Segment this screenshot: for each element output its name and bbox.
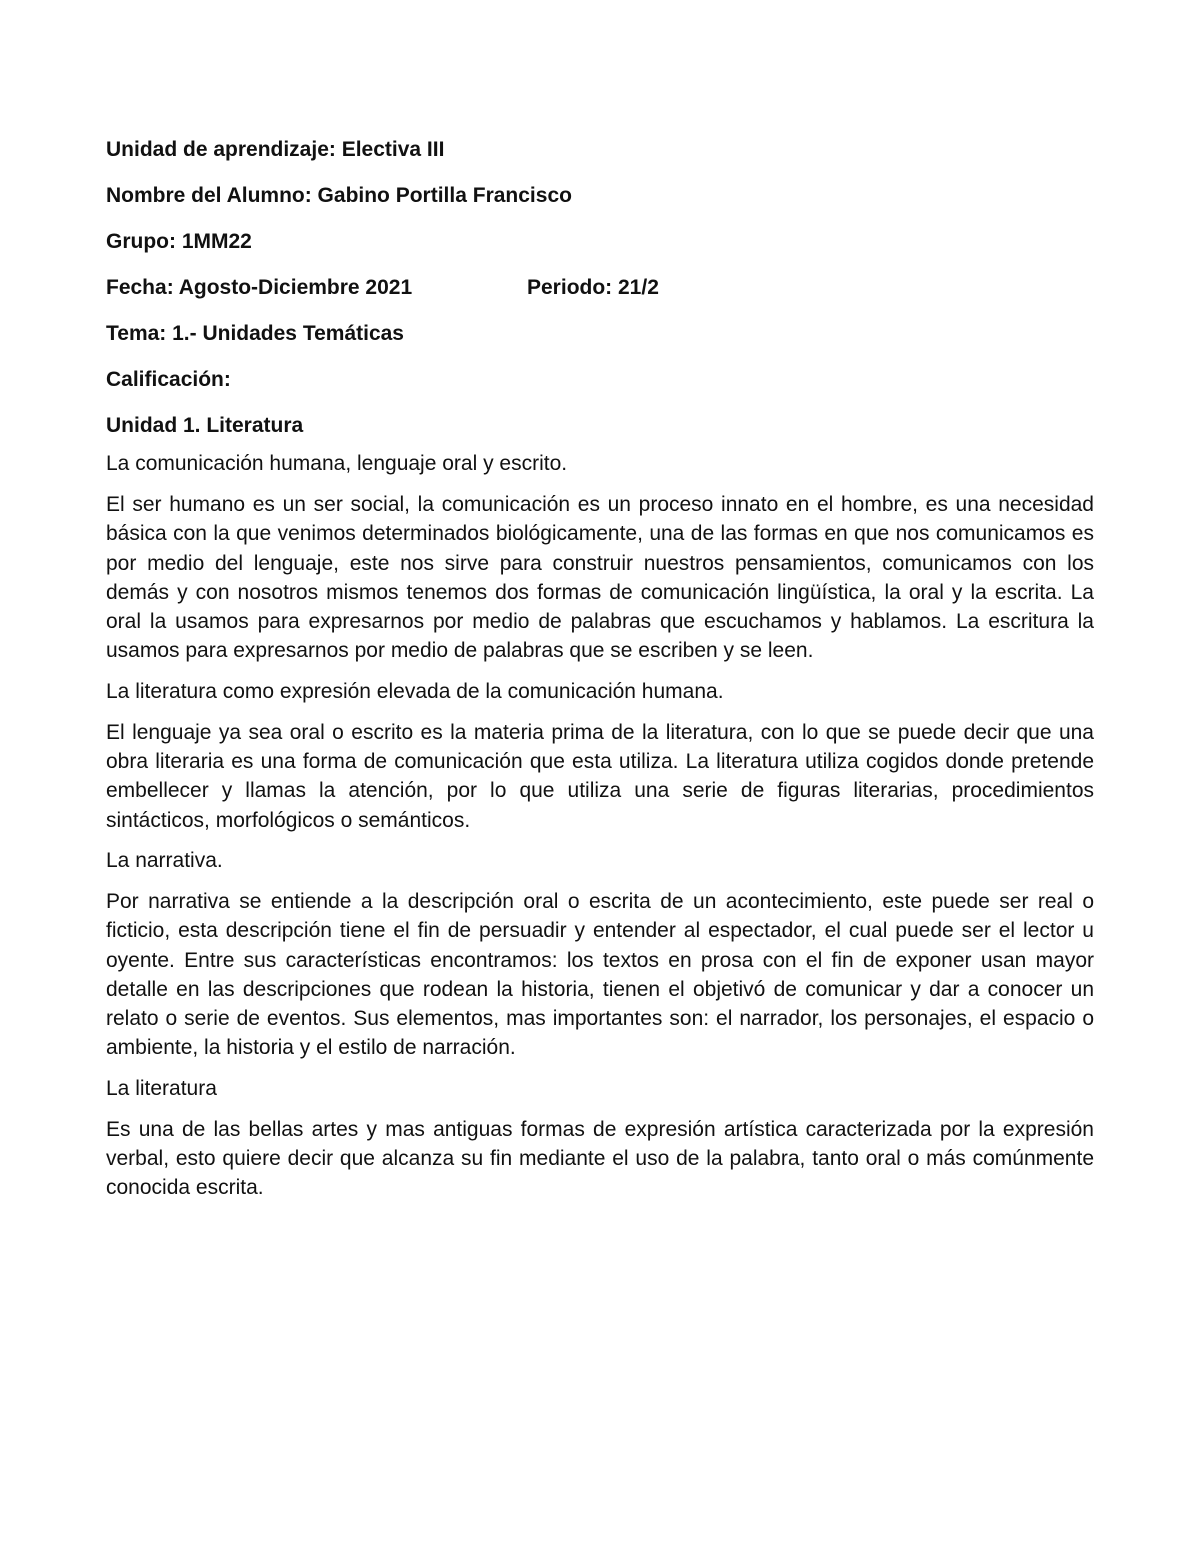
grupo-line: Grupo: 1MM22 (106, 230, 252, 253)
subheading-literatura-expresion: La literatura como expresión elevada de la comunicación humana. (106, 679, 724, 703)
paragraph-literatura: Es una de las bellas artes y mas antiguas formas de expresión artística caracterizada por la expresión verbal, esto quiere decir que alcanza su fin mediante el uso de la palabra, tanto oral o más comúnmente conocida escrita. (106, 1117, 1094, 1200)
nombre-alumno-line: Nombre del Alumno: Gabino Portilla Francisco (106, 184, 572, 207)
periodo-line: Periodo: 21/2 (527, 276, 659, 299)
fecha-line: Fecha: Agosto-Diciembre 2021 (106, 276, 413, 299)
paragraph-comunicacion: El ser humano es un ser social, la comunicación es un proceso innato en el hombre, es una necesidad básica con la que venimos determinados biológicamente, una de las formas en que nos comunicamos es por medio del lenguaje, este nos sirve para construir nuestros pensamientos, comunicamos con los demás y con nosotros mismos tenemos dos formas de comunicación lingüística, la oral y la escrita. La oral la usamos para expresarnos por medio de palabras que escuchamos y hablamos. La escritura la usamos para expresarnos por medio de palabras que se escriben y se leen. (106, 493, 1094, 663)
paragraph-narrativa: Por narrativa se entiende a la descripción oral o escrita de un acontecimiento, este puede ser real o ficticio, esta descripción tiene el fin de persuadir y entender al espectador, el cual puede ser el lector u oyente. Entre sus características encontramos: los textos en prosa con el fin de exponer usan mayor detalle en las descripciones que rodean la historia, tienen el objetivó de comunicar y dar a conocer un relato o serie de eventos. Sus elementos, mas importantes son: el narrador, los personajes, el espacio o ambiente, la historia y el estilo de narración. (106, 889, 1094, 1060)
calificacion-line: Calificación: (106, 368, 231, 391)
tema-line: Tema: 1.- Unidades Temáticas (106, 322, 404, 345)
subheading-literatura: La literatura (106, 1076, 217, 1100)
subheading-comunicacion: La comunicación humana, lenguaje oral y escrito. (106, 452, 568, 475)
subheading-narrativa: La narrativa. (106, 848, 223, 872)
unidad-aprendizaje-line: Unidad de aprendizaje: Electiva III (106, 138, 445, 161)
document-page (106, 138, 1094, 1217)
section-title: Unidad 1. Literatura (106, 414, 304, 437)
paragraph-literatura-expresion: El lenguaje ya sea oral o escrito es la materia prima de la literatura, con lo que se puede decir que una obra literaria es una forma de comunicación que esta utiliza. La literatura utiliza cogidos donde pretende embellecer y llamas la atención, por lo que utiliza una serie de figuras literarias, procedimientos sintácticos, morfológicos o semánticos. (106, 720, 1094, 832)
fecha-periodo-row (106, 276, 1094, 300)
